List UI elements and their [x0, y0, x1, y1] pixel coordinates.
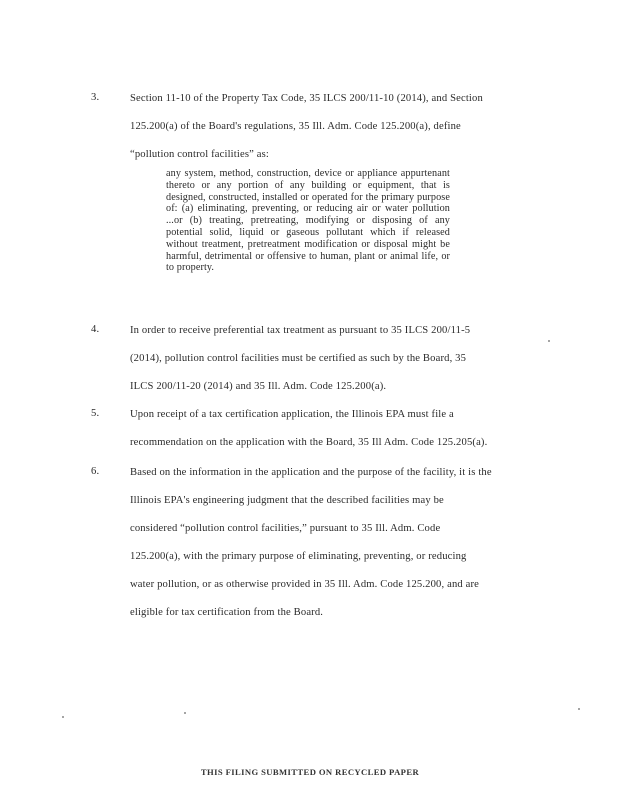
paragraph-line: eligible for tax certification from the Board. [130, 607, 324, 618]
paragraph-line: 125.200(a) of the Board's regulations, 35 Ill. Adm. Code 125.200(a), define [130, 121, 461, 132]
scan-speck [62, 716, 64, 718]
paragraph-number: 6. [91, 466, 100, 477]
paragraph-line: “pollution control facilities” as: [130, 149, 269, 160]
scan-speck [184, 712, 186, 714]
paragraph-number: 3. [91, 92, 100, 103]
paragraph-line: (2014), pollution control facilities must be certified as such by the Board, 35 [130, 353, 467, 364]
paragraph-line: In order to receive preferential tax treatment as pursuant to 35 ILCS 200/11-5 [130, 325, 471, 336]
paragraph-line: recommendation on the application with the Board, 35 Ill Adm. Code 125.205(a). [130, 437, 488, 448]
scan-speck [578, 708, 580, 710]
paragraph-line: ILCS 200/11-20 (2014) and 35 Ill. Adm. Code 125.200(a). [130, 381, 387, 392]
paragraph-line: Illinois EPA's engineering judgment that the described facilities may be [130, 495, 444, 506]
scan-speck [548, 340, 550, 342]
paragraph-line: Based on the information in the application and the purpose of the facility, it is the [130, 467, 492, 478]
paragraph-line: Section 11-10 of the Property Tax Code, 35 ILCS 200/11-10 (2014), and Section [130, 93, 483, 104]
paragraph-line: 125.200(a), with the primary purpose of eliminating, preventing, or reducing [130, 551, 467, 562]
block-quote: any system, method, construction, device or appliance appurtenant thereto or any portion of any building or equipment, that is designed, constructed, installed or operated for the primary purpose of: (a) eliminating, preventing, or reducing air or water pollution ...or (b) treating, pretreating, modifying or disposing of any potential solid, liquid or gaseous pollutant which if released without treatment, pretreatment modification or disposal might be harmful, detrimental or offensive to human, plant or animal life, or to property. [166, 168, 450, 274]
paragraph-number: 5. [91, 408, 100, 419]
page-footer: THIS FILING SUBMITTED ON RECYCLED PAPER [200, 767, 420, 777]
paragraph-line: Upon receipt of a tax certification application, the Illinois EPA must file a [130, 409, 454, 420]
paragraph-line: considered “pollution control facilities,” pursuant to 35 Ill. Adm. Code [130, 523, 441, 534]
paragraph-number: 4. [91, 324, 100, 335]
paragraph-line: water pollution, or as otherwise provided in 35 Ill. Adm. Code 125.200, and are [130, 579, 480, 590]
